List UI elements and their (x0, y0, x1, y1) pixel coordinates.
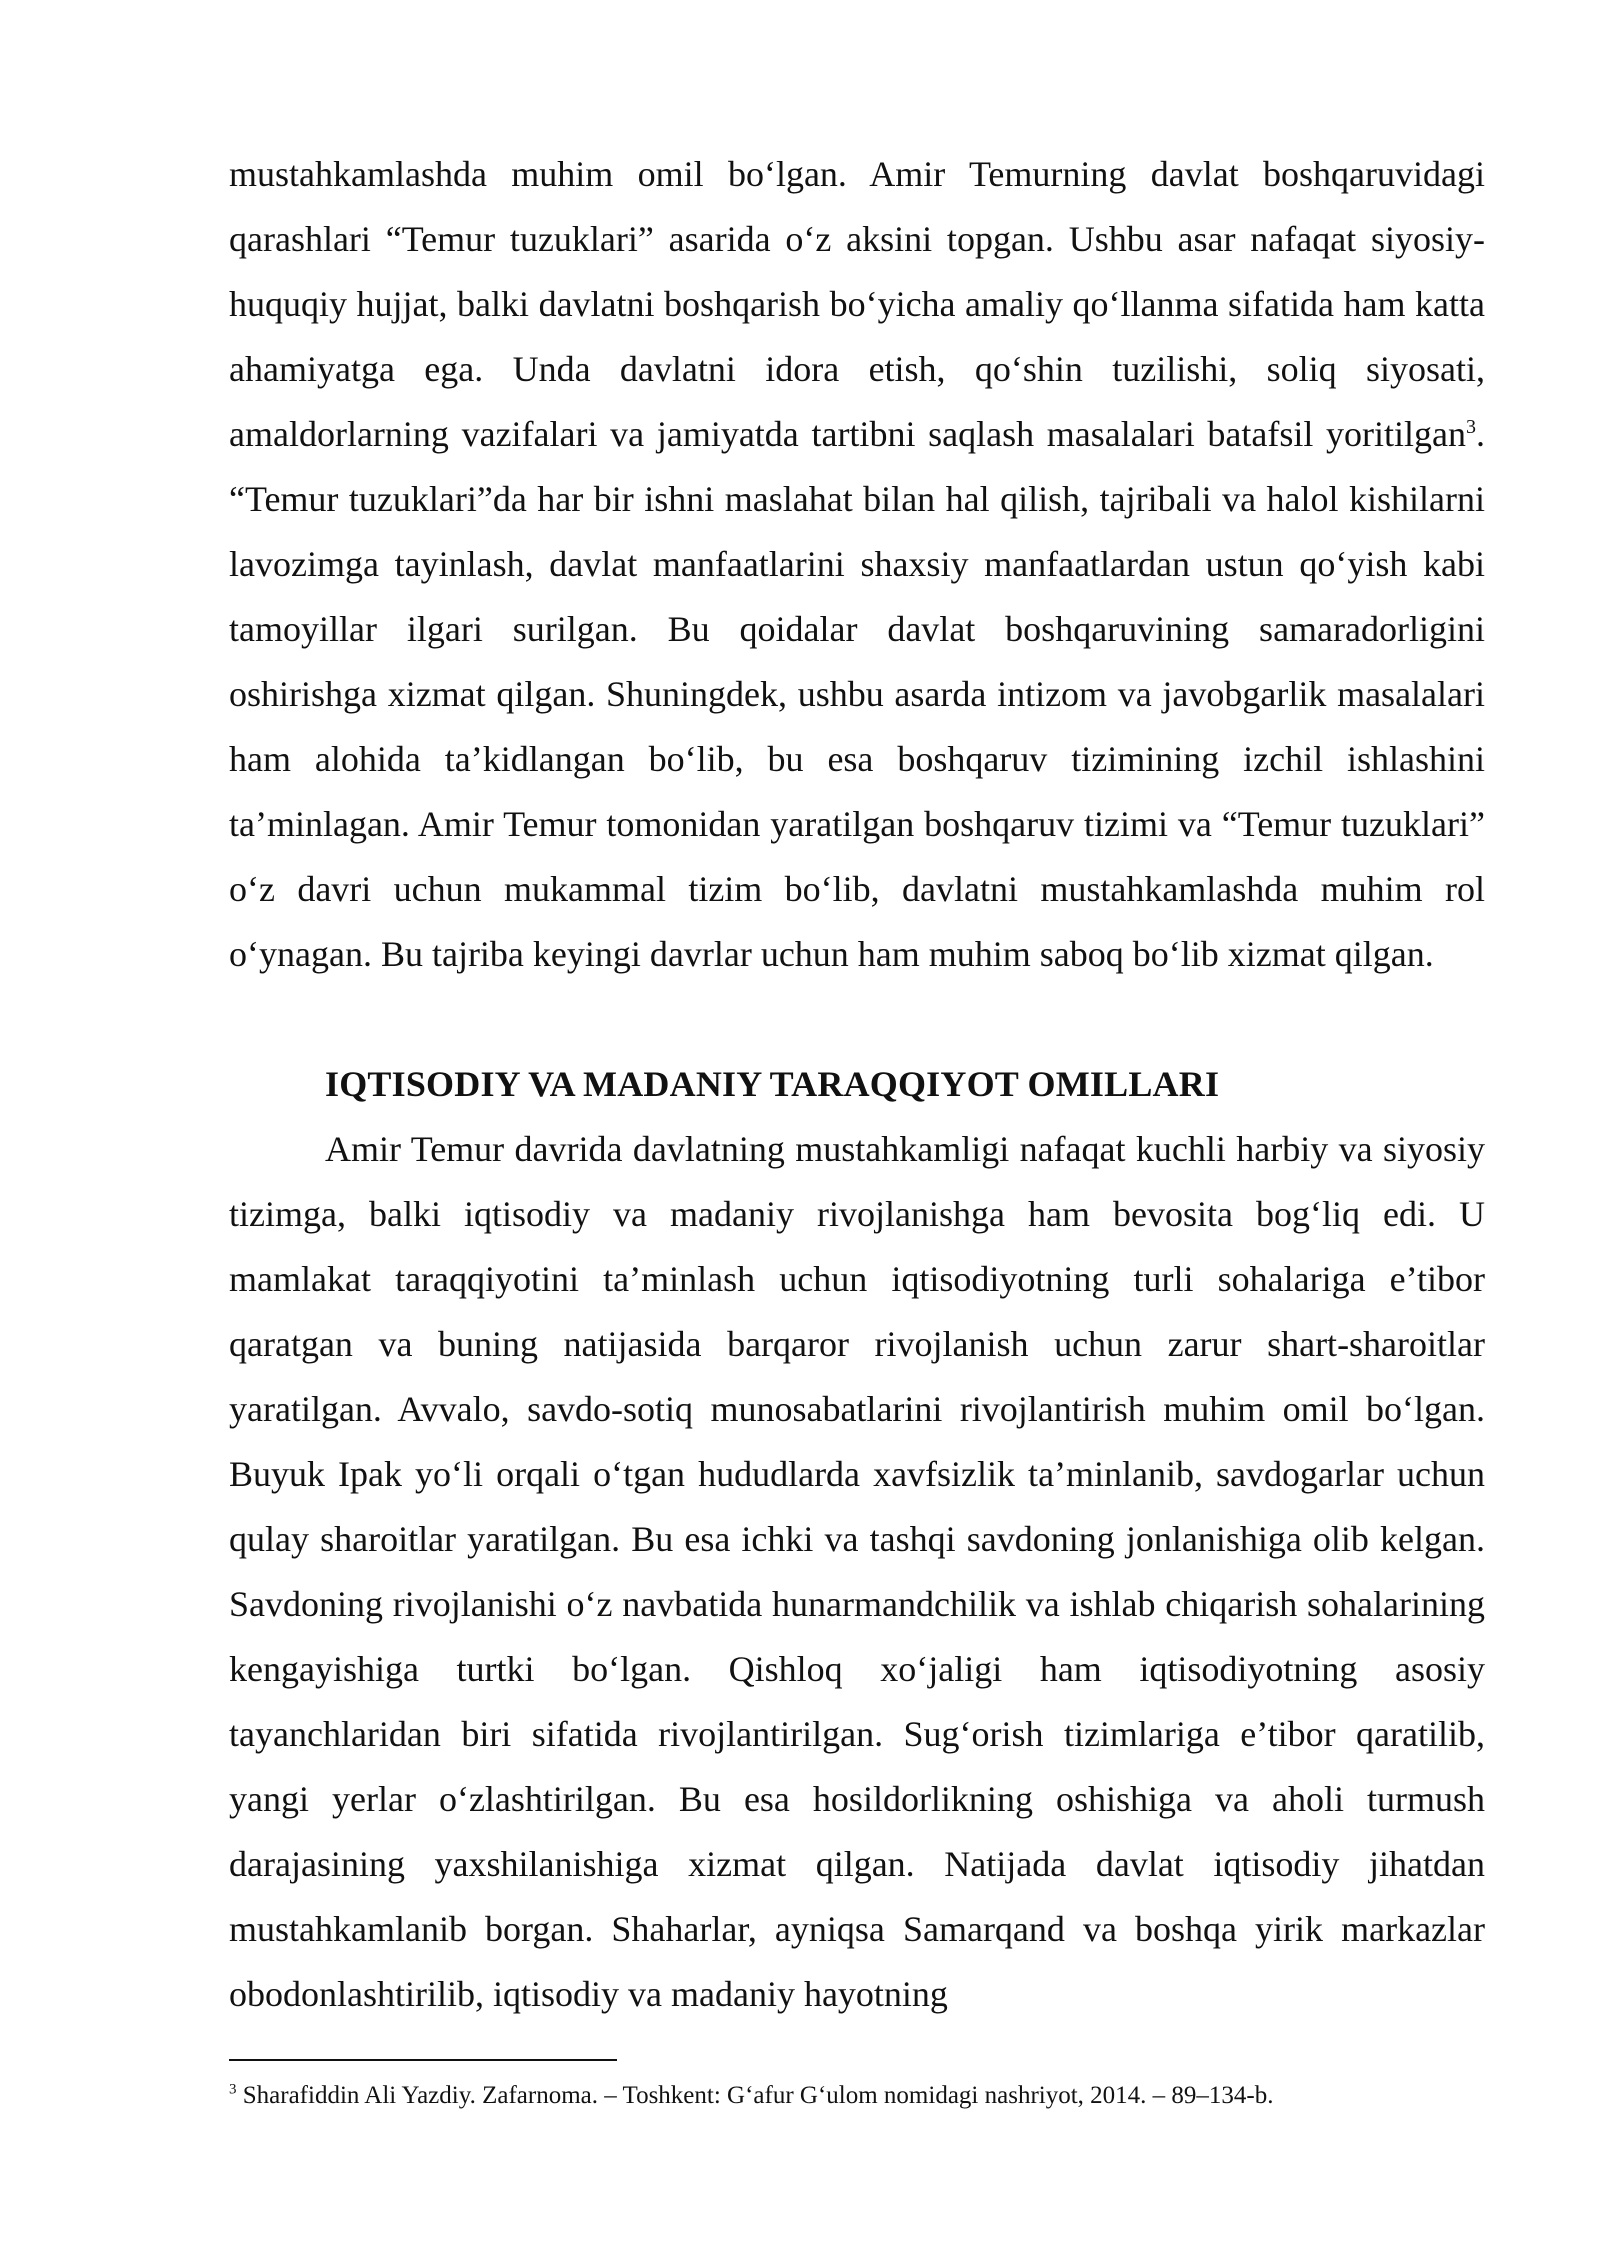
paragraph-1-text-a: mustahkamlashda muhim omil bo‘lgan. Amir Temurning davlat boshqaruvidagi qarashlari “Temur tuzuklari” asarida o‘z aksini topgan. Ushbu asar nafaqat siyosiy-huquqiy hujjat, balki davlatni boshqarish bo‘yicha amaliy qo‘llanma sifatida ham katta ahamiyatga ega. Unda davlatni idora etish, qo‘shin tuzilishi, soliq siyosati, amaldorlarning vazifalari va jamiyatda tartibni saqlash masalalari batafsil yoritilgan (229, 154, 1485, 454)
paragraph-1 (229, 142, 1485, 987)
footnote-number: 3 (229, 2081, 237, 2098)
footnote-separator (229, 2059, 617, 2061)
paragraph-1-text-b: . “Temur tuzuklari”da har bir ishni maslahat bilan hal qilish, tajribali va halol kishilarni lavozimga tayinlash, davlat manfaatlarini shaxsiy manfaatlardan ustun qo‘yish kabi tamoyillar ilgari surilgan. Bu qoidalar davlat boshqaruvining samaradorligini oshirishga xizmat qilgan. Shuningdek, ushbu asarda intizom va javobgarlik masalalari ham alohida ta’kidlangan bo‘lib, bu esa boshqaruv tizimining izchil ishlashini ta’minlagan. Amir Temur tomonidan yaratilgan boshqaruv tizimi va “Temur tuzuklari” o‘z davri uchun mukammal tizim bo‘lib, davlatni mustahkamlashda muhim rol o‘ynagan. Bu tajriba keyingi davrlar uchun ham muhim saboq bo‘lib xizmat qilgan. (229, 414, 1485, 974)
section-heading: IQTISODIY VA MADANIY TARAQQIYOT OMILLARI (325, 1064, 1220, 1104)
paragraph-2: Amir Temur davrida davlatning mustahkamligi nafaqat kuchli harbiy va siyosiy tizimga, balki iqtisodiy va madaniy rivojlanishga ham bevosita bog‘liq edi. U mamlakat taraqqiyotini ta’minlash uchun iqtisodiyotning turli sohalariga e’tibor qaratgan va buning natijasida barqaror rivojlanish uchun zarur shart-sharoitlar yaratilgan. Avvalo, savdo-sotiq munosabatlarini rivojlantirish muhim omil bo‘lgan. Buyuk Ipak yo‘li orqali o‘tgan hududlarda xavfsizlik ta’minlanib, savdogarlar uchun qulay sharoitlar yaratilgan. Bu esa ichki va tashqi savdoning jonlanishiga olib kelgan. Savdoning rivojlanishi o‘z navbatida hunarmandchilik va ishlab chiqarish sohalarining kengayishiga turtki bo‘lgan. Qishloq xo‘jaligi ham iqtisodiyotning asosiy tayanchlaridan biri sifatida rivojlantirilgan. Sug‘orish tizimlariga e’tibor qaratilib, yangi yerlar o‘zlashtirilgan. Bu esa hosildorlikning oshishiga va aholi turmush darajasining yaxshilanishiga xizmat qilgan. Natijada davlat iqtisodiy jihatdan mustahkamlanib borgan. Shaharlar, ayniqsa Samarqand va boshqa yirik markazlar obodonlashtirilib, iqtisodiy va madaniy hayotning (229, 1129, 1485, 2014)
footnote-text: Sharafiddin Ali Yazdiy. Zafarnoma. – Toshkent: G‘afur G‘ulom nomidagi nashriyot, 2014. – 89–134-b. (242, 2082, 1274, 2109)
footnote (229, 2078, 1485, 2114)
footnote-reference: 3 (1466, 416, 1476, 438)
